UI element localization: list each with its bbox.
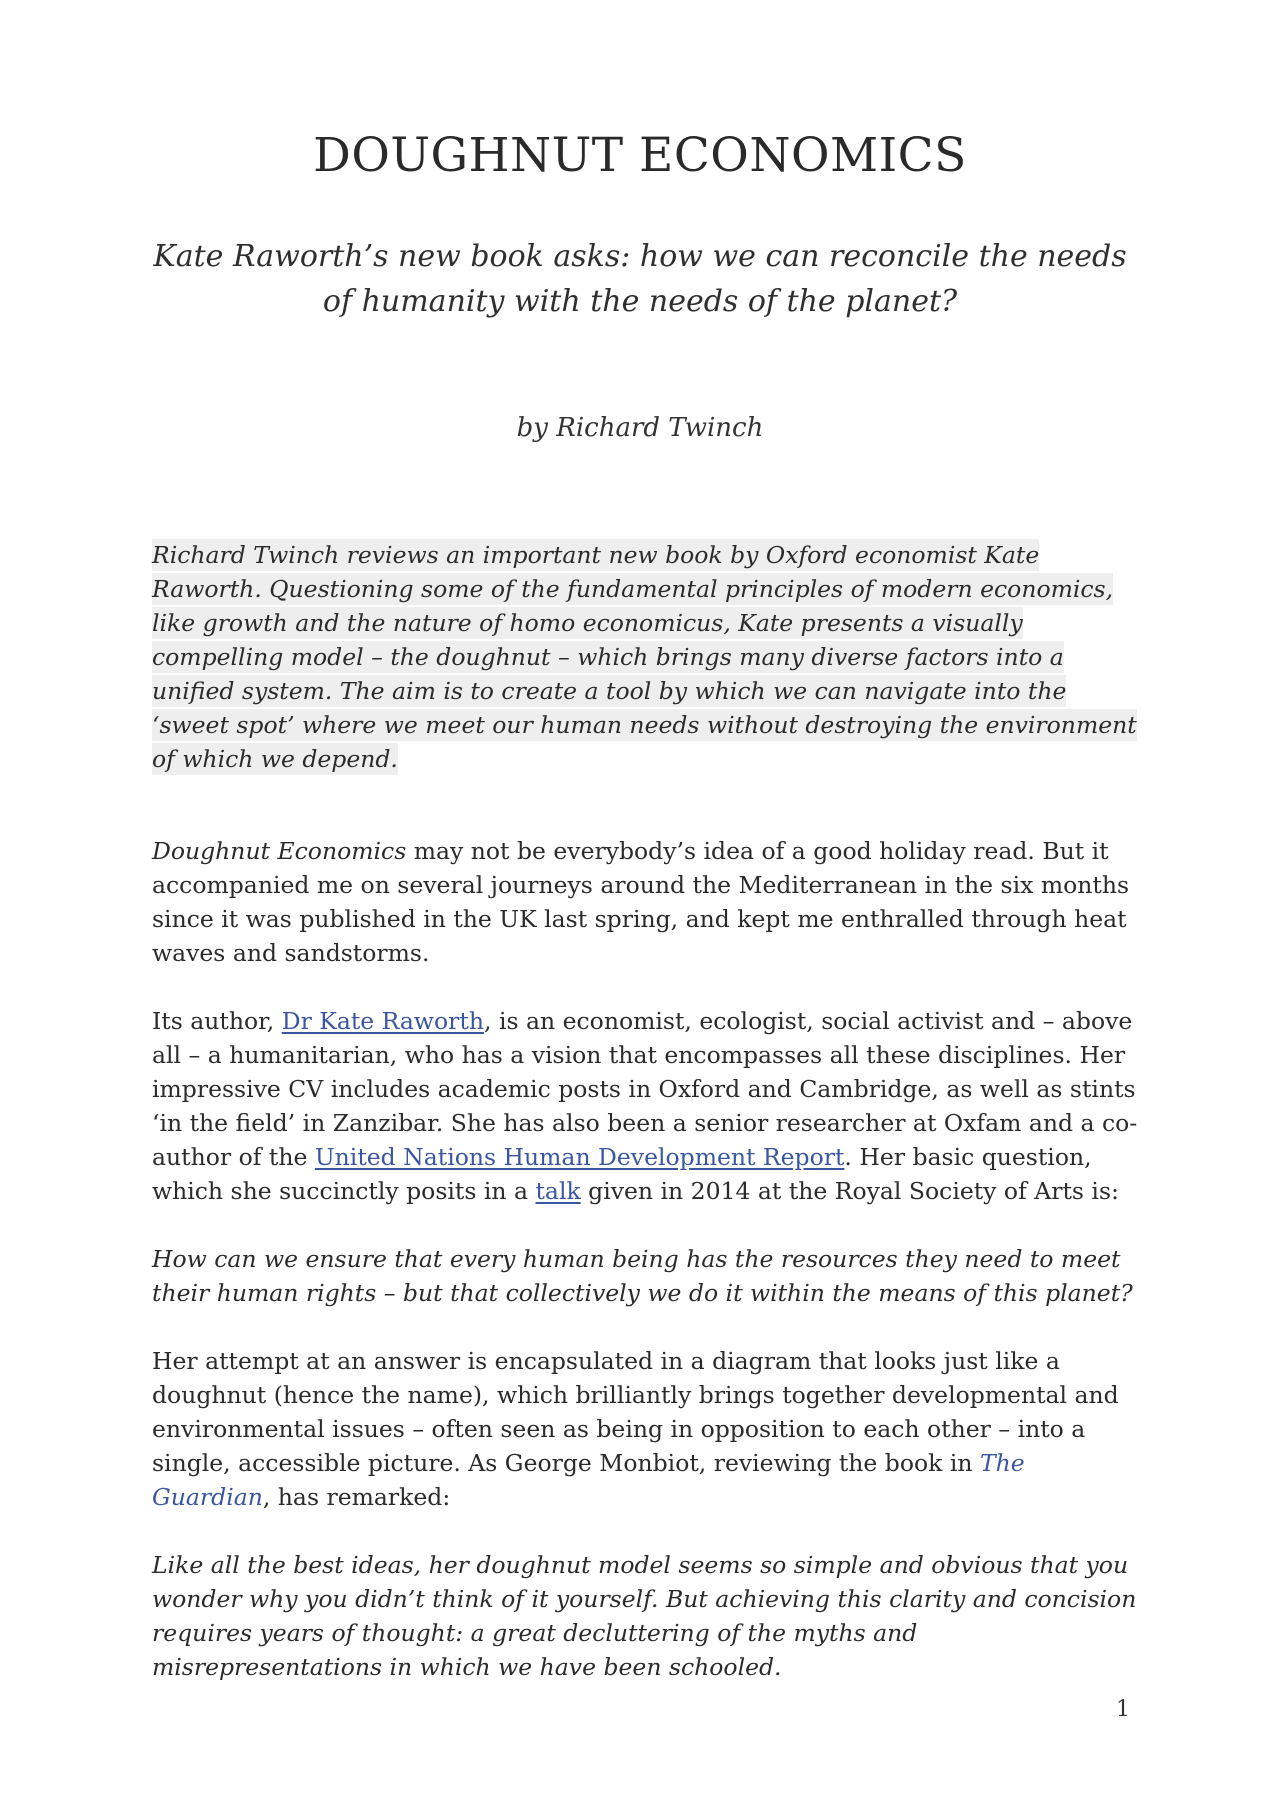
byline: by Richard Twinch bbox=[516, 413, 764, 443]
page-number: 1 bbox=[1116, 1697, 1130, 1722]
paragraph-1-text: may not be everybody’s idea of a good holiday read. But it accompanied me on several journeys around the Mediterranean in the six months since it was published in the UK last spring, and kept me enthralled through heat waves and sandstorms. bbox=[152, 837, 1130, 967]
paragraph-2 bbox=[152, 1004, 1142, 1208]
paragraph-3 bbox=[152, 1344, 1142, 1514]
book-title: Doughnut Economics bbox=[152, 837, 407, 865]
quote-monbiot: Like all the best ideas, her doughnut model seems so simple and obvious that you wonder why you didn’t think of it yourself. But achieving this clarity and concision requires years of thought: a great decluttering of the myths and misrepresentations in which we have been schooled. bbox=[152, 1551, 1137, 1681]
link-talk[interactable]: talk bbox=[535, 1177, 581, 1205]
standfirst: Richard Twinch reviews an important new book by Oxford economist Kate Raworth. Questioning some of the fundamental principles of modern economics, like growth and the nature of homo economicus, Kate presents a visually compelling model – the doughnut – which brings many diverse factors into a unified system. The aim is to create a tool by which we can navigate into the ‘sweet spot’ where we meet our human needs without destroying the environment of which we depend. bbox=[152, 541, 1137, 773]
quote-raworth: How can we ensure that every human being has the resources they need to meet their human rights – but that collectively we do it within the means of this planet? bbox=[152, 1245, 1133, 1307]
page-title: DOUGHNUT ECONOMICS bbox=[313, 128, 967, 183]
link-kate-raworth[interactable]: Dr Kate Raworth bbox=[281, 1007, 484, 1035]
paragraph-3-text-a: Her attempt at an answer is encapsulated in a diagram that looks just like a doughnut (hence the name), which brilliantly brings together developmental and environmental issues – often seen as being in opposition to each other – into a single, accessible picture. As George Monbiot, reviewing the book in bbox=[152, 1347, 1119, 1477]
link-un-human-development-report[interactable]: United Nations Human Development Report bbox=[314, 1143, 845, 1171]
subtitle: Kate Raworth’s new book asks: how we can reconcile the needs of humanity with the needs of the planet? bbox=[153, 239, 1127, 319]
link-the-guardian[interactable]: The Guardian bbox=[152, 1449, 1025, 1511]
paragraph-2-text-d: given in 2014 at the Royal Society of Arts is: bbox=[580, 1177, 1119, 1205]
article-body bbox=[152, 538, 1142, 1718]
standfirst-block bbox=[152, 538, 1142, 776]
paragraph-3-text-b: , has remarked: bbox=[262, 1483, 451, 1511]
paragraph-2-text-c: . Her basic question, which she succinctly posits in a bbox=[152, 1143, 1092, 1205]
paragraph-2-text-a: Its author, bbox=[152, 1007, 282, 1035]
paragraph-2-text-b: , is an economist, ecologist, social activist and – above all – a humanitarian, who has a vision that encompasses all these disciplines. Her impressive CV includes academic posts in Oxford and Cambridge, as well as stints ‘in the field’ in Zanzibar. She has also been a senior researcher at Oxfam and a co-author of the bbox=[152, 1007, 1138, 1171]
paragraph-1 bbox=[152, 834, 1142, 970]
